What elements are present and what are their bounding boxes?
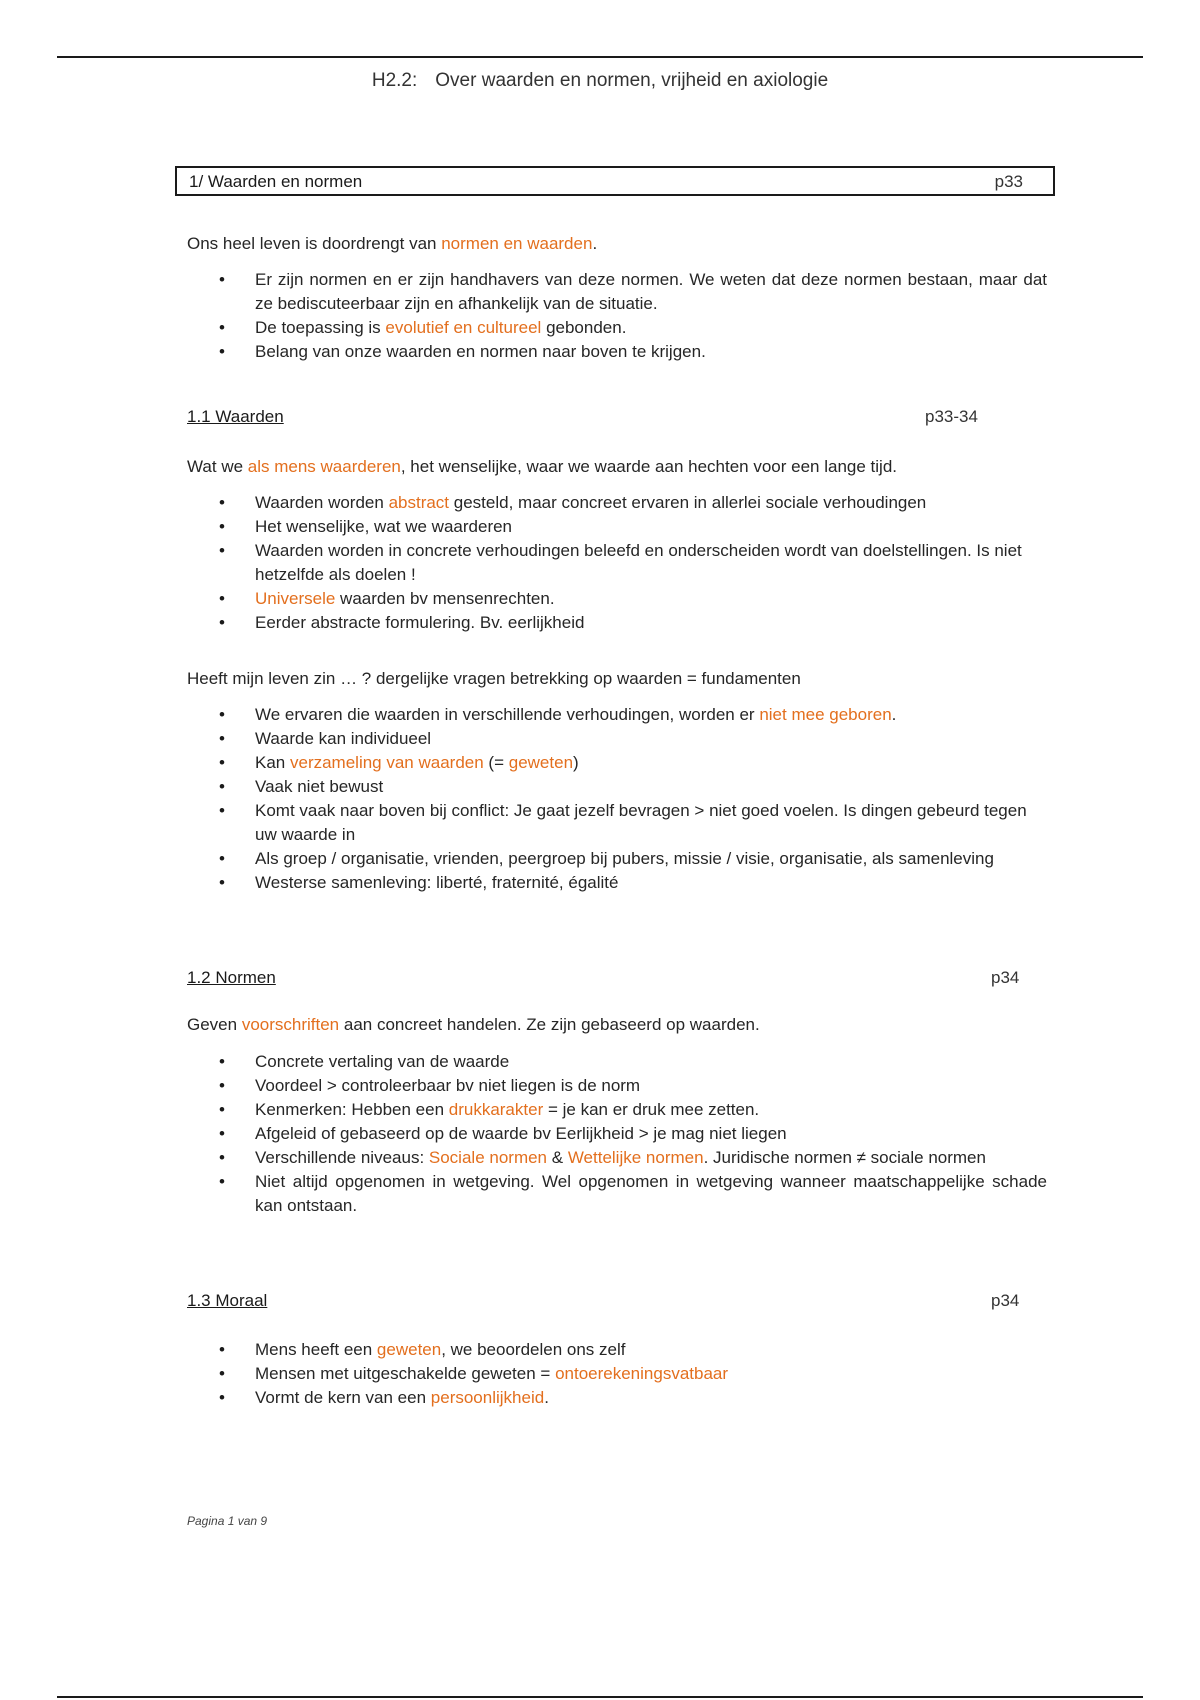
list-item: • Vormt de kern van een persoonlijkheid. bbox=[187, 1386, 1047, 1410]
section-1-3-heading: 1.3 Moraal bbox=[187, 1291, 268, 1310]
list-item: • Eerder abstracte formulering. Bv. eerlijkheid bbox=[187, 611, 1047, 635]
list-item: • Vaak niet bewust bbox=[187, 775, 1047, 799]
section-1-1-page-ref: p33-34 bbox=[925, 407, 978, 426]
section-1-1-question: Heeft mijn leven zin … ? dergelijke vragen betrekking op waarden = fundamenten bbox=[187, 669, 801, 688]
section-1-title: 1/ Waarden en normen bbox=[189, 172, 363, 191]
section-1-1-bullets-2 bbox=[187, 703, 1047, 895]
list-item: • Kenmerken: Hebben een drukkarakter = je kan er druk mee zetten. bbox=[187, 1098, 1047, 1122]
chapter-title: Over waarden en normen, vrijheid en axiologie bbox=[435, 70, 829, 91]
section-1-1-heading: 1.1 Waarden bbox=[187, 407, 284, 426]
section-1-1-bullets bbox=[187, 491, 1047, 635]
section-1-page-ref: p33 bbox=[994, 172, 1023, 191]
section-1-2-intro: Geven voorschriften aan concreet handelen. Ze zijn gebaseerd op waarden. bbox=[187, 1015, 760, 1034]
list-item: • Belang van onze waarden en normen naar boven te krijgen. bbox=[187, 340, 1047, 364]
list-item: • Afgeleid of gebaseerd op de waarde bv Eerlijkheid > je mag niet liegen bbox=[187, 1122, 1047, 1146]
list-item: • Het wenselijke, wat we waarderen bbox=[187, 515, 1047, 539]
section-1-bullets bbox=[187, 268, 1047, 364]
section-1-2-heading: 1.2 Normen bbox=[187, 968, 276, 987]
list-item: • Waarden worden in concrete verhoudingen beleefd en onderscheiden wordt van doelstellingen. Is niet hetzelfde als doelen ! bbox=[187, 539, 1047, 587]
list-item: • Als groep / organisatie, vrienden, peergroep bij pubers, missie / visie, organisatie, als samenleving bbox=[187, 847, 1047, 871]
section-1-1-intro: Wat we als mens waarderen, het wenselijke, waar we waarde aan hechten voor een lange tijd. bbox=[187, 457, 897, 476]
list-item: • Waarden worden abstract gesteld, maar concreet ervaren in allerlei sociale verhoudingen bbox=[187, 491, 1047, 515]
list-item: • Voordeel > controleerbaar bv niet liegen is de norm bbox=[187, 1074, 1047, 1098]
top-rule bbox=[57, 56, 1143, 58]
document-title bbox=[0, 70, 1200, 92]
list-item: • Kan verzameling van waarden (= geweten) bbox=[187, 751, 1047, 775]
bottom-rule bbox=[57, 1696, 1143, 1698]
list-item: • Komt vaak naar boven bij conflict: Je gaat jezelf bevragen > niet goed voelen. Is dingen gebeurd tegen uw waarde in bbox=[187, 799, 1047, 847]
list-item: • Er zijn normen en er zijn handhavers van deze normen. We weten dat deze normen bestaan, maar dat ze bediscuteerbaar zijn en afhankelijk van de situatie. bbox=[187, 268, 1047, 316]
list-item: • Niet altijd opgenomen in wetgeving. Wel opgenomen in wetgeving wanneer maatschappelijke schade kan ontstaan. bbox=[187, 1170, 1047, 1218]
page-footer: Pagina 1 van 9 bbox=[187, 1514, 268, 1528]
list-item: • Westerse samenleving: liberté, fraternité, égalité bbox=[187, 871, 1047, 895]
list-item: • Universele waarden bv mensenrechten. bbox=[187, 587, 1047, 611]
section-1-3-page-ref: p34 bbox=[991, 1291, 1020, 1310]
list-item: • Verschillende niveaus: Sociale normen & Wettelijke normen. Juridische normen ≠ sociale normen bbox=[187, 1146, 1047, 1170]
section-1-2-page-ref: p34 bbox=[991, 968, 1020, 987]
chapter-code: H2.2: bbox=[371, 70, 418, 91]
list-item: • De toepassing is evolutief en cultureel gebonden. bbox=[187, 316, 1047, 340]
list-item: • Concrete vertaling van de waarde bbox=[187, 1050, 1047, 1074]
list-item: • Mens heeft een geweten, we beoordelen ons zelf bbox=[187, 1338, 1047, 1362]
list-item: • Waarde kan individueel bbox=[187, 727, 1047, 751]
section-1-2-bullets bbox=[187, 1050, 1047, 1218]
list-item: • We ervaren die waarden in verschillende verhoudingen, worden er niet mee geboren. bbox=[187, 703, 1047, 727]
section-1-title-box bbox=[175, 166, 1055, 196]
section-1-intro: Ons heel leven is doordrengt van normen en waarden. bbox=[187, 234, 598, 253]
list-item: • Mensen met uitgeschakelde geweten = ontoerekeningsvatbaar bbox=[187, 1362, 1047, 1386]
section-1-3-bullets bbox=[187, 1338, 1047, 1410]
